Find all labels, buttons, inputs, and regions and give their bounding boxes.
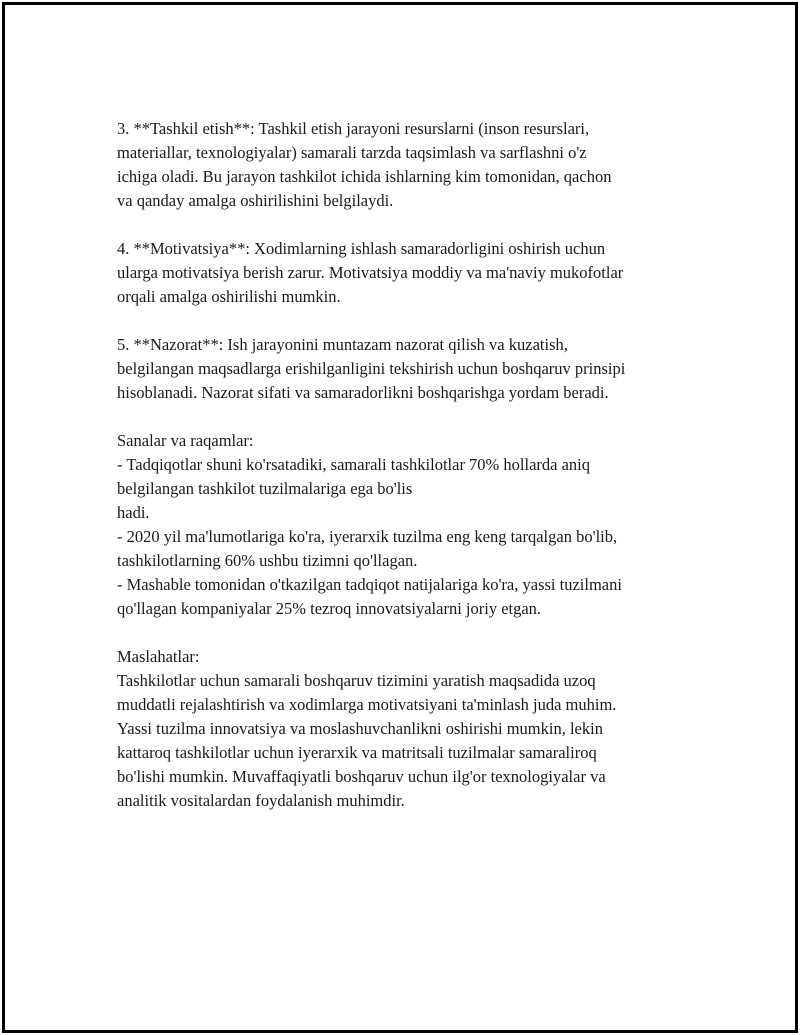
paragraph-advice — [117, 645, 697, 813]
text-line: Yassi tuzilma innovatsiya va moslashuvchanlikni oshirishi mumkin, lekin — [117, 719, 603, 738]
paragraph-gap — [117, 213, 697, 237]
text-line: belgilangan maqsadlarga erishilganligini tekshirish uchun boshqaruv prinsipi — [117, 359, 626, 378]
text-line: 3. **Tashkil etish**: Tashkil etish jarayoni resurslarni (inson resurslari, — [117, 119, 590, 138]
paragraph-gap — [117, 309, 697, 333]
list-item: - Mashable tomonidan o'tkazilgan tadqiqot natijalariga ko'ra, yassi tuzilmani — [117, 575, 622, 594]
document-body — [117, 117, 697, 813]
text-line: belgilangan tashkilot tuzilmalariga ega bo'lis — [117, 479, 413, 498]
list-item: - Tadqiqotlar shuni ko'rsatadiki, samarali tashkilotlar 70% hollarda aniq — [117, 455, 591, 474]
text-line: analitik vositalardan foydalanish muhimdir. — [117, 791, 405, 810]
text-line: bo'lishi mumkin. Muvaffaqiyatli boshqaruv uchun ilg'or texnologiyalar va — [117, 767, 606, 786]
paragraph-nazorat — [117, 333, 697, 405]
text-line: tashkilotlarning 60% ushbu tizimni qo'llagan. — [117, 551, 418, 570]
text-line: muddatli rejalashtirish va xodimlarga motivatsiyani ta'minlash juda muhim. — [117, 695, 617, 714]
text-line: materiallar, texnologiyalar) samarali tarzda taqsimlash va sarflashni o'z — [117, 143, 587, 162]
text-line: 4. **Motivatsiya**: Xodimlarning ishlash samaradorligini oshirish uchun — [117, 239, 606, 258]
paragraph-statistics — [117, 429, 697, 621]
text-line: hisoblanadi. Nazorat sifati va samaradorlikni boshqarishga yordam beradi. — [117, 383, 609, 402]
text-line: 5. **Nazorat**: Ish jarayonini muntazam nazorat qilish va kuzatish, — [117, 335, 568, 354]
paragraph-gap — [117, 405, 697, 429]
text-line: ularga motivatsiya berish zarur. Motivatsiya moddiy va ma'naviy mukofotlar — [117, 263, 624, 282]
text-line: ichiga oladi. Bu jarayon tashkilot ichida ishlarning kim tomonidan, qachon — [117, 167, 612, 186]
text-line: Tashkilotlar uchun samarali boshqaruv tizimini yaratish maqsadida uzoq — [117, 671, 596, 690]
section-heading: Sanalar va raqamlar: — [117, 431, 254, 450]
text-line: kattaroq tashkilotlar uchun iyerarxik va matritsali tuzilmalar samaraliroq — [117, 743, 597, 762]
text-line: hadi. — [117, 503, 150, 522]
text-line: orqali amalga oshirilishi mumkin. — [117, 287, 341, 306]
text-line: qo'llagan kompaniyalar 25% tezroq innovatsiyalarni joriy etgan. — [117, 599, 542, 618]
text-line: va qanday amalga oshirilishini belgilaydi. — [117, 191, 394, 210]
section-heading: Maslahatlar: — [117, 647, 200, 666]
paragraph-motivatsiya — [117, 237, 697, 309]
paragraph-gap — [117, 621, 697, 645]
list-item: - 2020 yil ma'lumotlariga ko'ra, iyerarxik tuzilma eng keng tarqalgan bo'lib, — [117, 527, 618, 546]
paragraph-tashkil-etish — [117, 117, 697, 213]
